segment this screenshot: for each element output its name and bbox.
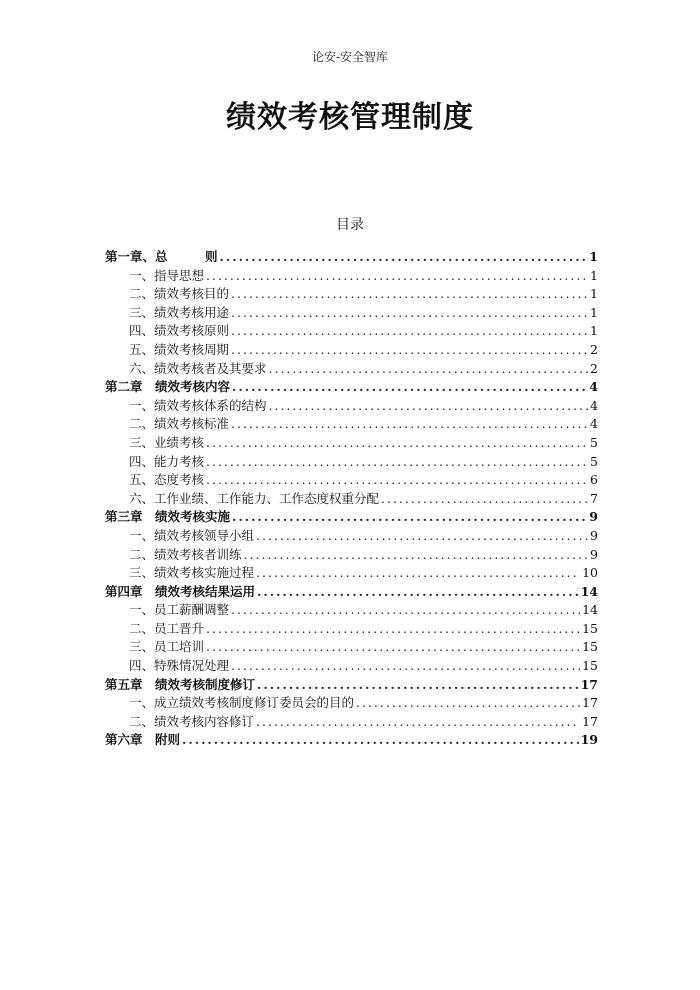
toc-leader-dots xyxy=(257,676,579,695)
toc-entry-label: 三、业绩考核 xyxy=(129,434,205,450)
toc-entry-page-number: 15 xyxy=(582,620,598,636)
toc-leader-dots xyxy=(244,546,589,565)
toc-entry-page-number: 17 xyxy=(582,713,598,729)
toc-leader-dots xyxy=(231,304,588,323)
toc-entry-page-number: 9 xyxy=(589,509,598,525)
toc-section-entry[interactable] xyxy=(105,490,598,509)
toc-entry-page-number: 1 xyxy=(589,249,598,264)
toc-entry-label: 二、绩效考核目的 xyxy=(129,286,230,302)
toc-section-entry[interactable] xyxy=(105,304,598,323)
toc-leader-dots xyxy=(182,731,579,750)
toc-section-entry[interactable] xyxy=(105,434,598,453)
toc-heading: 目录 xyxy=(336,217,364,233)
toc-section-entry[interactable] xyxy=(105,397,598,416)
toc-section-entry[interactable] xyxy=(105,285,598,304)
toc-entry-label: 一、绩效考核领导小组 xyxy=(129,527,255,543)
toc-entry-label: 二、绩效考核内容修订 xyxy=(129,713,255,729)
toc-entry-label: 三、员工培训 xyxy=(129,639,205,655)
toc-leader-dots xyxy=(269,360,589,379)
toc-leader-dots xyxy=(256,713,580,732)
toc-leader-dots xyxy=(356,694,580,713)
toc-entry-page-number: 2 xyxy=(590,360,598,376)
toc-entry-label: 第四章 绩效考核结果运用 xyxy=(105,583,256,599)
toc-entry-label: 一、指导思想 xyxy=(129,267,205,283)
toc-chapter-entry[interactable] xyxy=(105,676,598,695)
toc-leader-dots xyxy=(206,434,588,453)
toc-entry-label: 第六章 附则 xyxy=(105,732,181,748)
toc-chapter-entry[interactable] xyxy=(105,731,598,750)
toc-entry-page-number: 1 xyxy=(590,286,598,302)
toc-entry-label: 五、绩效考核周期 xyxy=(129,341,230,357)
toc-leader-dots xyxy=(231,322,588,341)
toc-entry-page-number: 1 xyxy=(590,304,598,320)
toc-leader-dots xyxy=(231,415,588,434)
toc-chapter-entry[interactable] xyxy=(105,378,598,397)
toc-entry-page-number: 17 xyxy=(582,695,598,711)
toc-leader-dots xyxy=(232,378,587,397)
toc-entry-page-number: 1 xyxy=(590,323,598,339)
toc-entry-label: 五、态度考核 xyxy=(129,472,205,488)
toc-entry-page-number: 2 xyxy=(590,341,598,357)
toc-section-entry[interactable] xyxy=(105,713,598,732)
toc-entry-label: 第一章、总 则 xyxy=(105,249,218,264)
toc-leader-dots xyxy=(231,341,588,360)
toc-entry-page-number: 5 xyxy=(590,434,598,450)
toc-chapter-entry[interactable] xyxy=(105,583,598,602)
toc-entry-label: 二、绩效考核者训练 xyxy=(129,546,242,562)
document-title: 绩效考核管理制度 xyxy=(226,100,474,135)
toc-section-entry[interactable] xyxy=(105,657,598,676)
toc-section-entry[interactable] xyxy=(105,638,598,657)
toc-entry-page-number: 9 xyxy=(590,546,598,562)
toc-entry-page-number: 4 xyxy=(590,416,598,432)
table-of-contents xyxy=(105,248,598,750)
toc-entry-label: 四、特殊情况处理 xyxy=(129,658,230,674)
toc-section-entry[interactable] xyxy=(105,267,598,286)
toc-section-entry[interactable] xyxy=(105,453,598,472)
toc-section-entry[interactable] xyxy=(105,415,598,434)
toc-entry-label: 一、成立绩效考核制度修订委员会的目的 xyxy=(129,695,355,711)
toc-entry-page-number: 15 xyxy=(582,658,598,674)
toc-leader-dots xyxy=(206,267,588,286)
toc-entry-label: 二、绩效考核标准 xyxy=(129,416,230,432)
toc-leader-dots xyxy=(206,620,580,639)
toc-entry-label: 第二章 绩效考核内容 xyxy=(105,379,231,395)
toc-entry-page-number: 6 xyxy=(590,472,598,488)
toc-leader-dots xyxy=(381,490,588,509)
toc-leader-dots xyxy=(269,397,589,416)
toc-leader-dots xyxy=(220,248,588,267)
toc-leader-dots xyxy=(231,657,580,676)
toc-entry-label: 第五章 绩效考核制度修订 xyxy=(105,676,256,692)
toc-section-entry[interactable] xyxy=(105,546,598,565)
toc-entry-page-number: 1 xyxy=(590,267,598,283)
toc-entry-label: 一、员工薪酬调整 xyxy=(129,602,230,618)
toc-chapter-entry[interactable] xyxy=(105,248,598,267)
toc-section-entry[interactable] xyxy=(105,471,598,490)
toc-entry-label: 一、绩效考核体系的结构 xyxy=(129,397,267,413)
toc-leader-dots xyxy=(256,564,580,583)
toc-leader-dots xyxy=(232,508,587,527)
toc-section-entry[interactable] xyxy=(105,601,598,620)
toc-leader-dots xyxy=(231,285,588,304)
toc-leader-dots xyxy=(257,583,579,602)
toc-section-entry[interactable] xyxy=(105,620,598,639)
toc-entry-page-number: 14 xyxy=(580,583,598,599)
toc-entry-page-number: 7 xyxy=(590,490,598,506)
toc-section-entry[interactable] xyxy=(105,564,598,583)
toc-section-entry[interactable] xyxy=(105,694,598,713)
toc-entry-page-number: 19 xyxy=(580,732,598,748)
toc-entry-page-number: 17 xyxy=(580,676,598,692)
toc-section-entry[interactable] xyxy=(105,341,598,360)
toc-entry-label: 四、绩效考核原则 xyxy=(129,323,230,339)
toc-entry-page-number: 4 xyxy=(589,379,598,395)
toc-entry-label: 三、绩效考核实施过程 xyxy=(129,565,255,581)
toc-entry-page-number: 15 xyxy=(582,639,598,655)
toc-entry-page-number: 5 xyxy=(590,453,598,469)
toc-entry-page-number: 9 xyxy=(590,527,598,543)
toc-section-entry[interactable] xyxy=(105,322,598,341)
toc-entry-label: 三、绩效考核用途 xyxy=(129,304,230,320)
toc-entry-label: 六、绩效考核者及其要求 xyxy=(129,360,267,376)
toc-section-entry[interactable] xyxy=(105,360,598,379)
toc-entry-page-number: 10 xyxy=(582,565,598,581)
toc-entry-label: 六、工作业绩、工作能力、工作态度权重分配 xyxy=(129,490,380,506)
toc-entry-label: 第三章 绩效考核实施 xyxy=(105,509,231,525)
toc-leader-dots xyxy=(206,453,588,472)
toc-leader-dots xyxy=(206,471,588,490)
toc-leader-dots xyxy=(206,638,580,657)
page-header: 论安-安全智库 xyxy=(311,50,389,64)
toc-entry-label: 二、员工晋升 xyxy=(129,620,205,636)
toc-leader-dots xyxy=(256,527,588,546)
toc-section-entry[interactable] xyxy=(105,527,598,546)
toc-leader-dots xyxy=(231,601,580,620)
toc-entry-label: 四、能力考核 xyxy=(129,453,205,469)
toc-chapter-entry[interactable] xyxy=(105,508,598,527)
toc-entry-page-number: 4 xyxy=(590,397,598,413)
toc-entry-page-number: 14 xyxy=(582,602,598,618)
